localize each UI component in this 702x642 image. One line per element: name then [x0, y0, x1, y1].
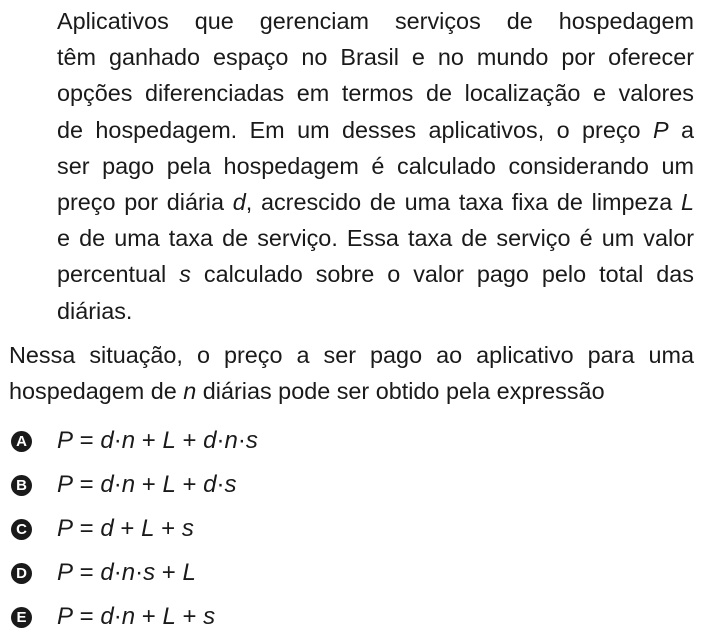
option-e[interactable] [11, 601, 215, 633]
statement-line: e de uma taxa de serviço. Essa taxa de serviço é um valor [57, 225, 694, 252]
option-expression: P = d + L + s [57, 515, 194, 542]
statement-line: Aplicativos que gerenciam serviços de hospedagem [57, 8, 694, 34]
option-letter-badge: E [11, 607, 32, 628]
statement-line: percentual s calculado sobre o valor pago pelo total das [57, 261, 695, 288]
option-a[interactable] [11, 425, 258, 457]
statement-line: preço por diária d, acrescido de uma taxa fixa de limpeza L [57, 189, 694, 216]
option-expression: P = d·n + L + d·s [57, 471, 237, 498]
option-letter-badge: A [11, 431, 32, 452]
option-expression: P = d·n + L + s [57, 603, 216, 630]
option-expression: P = d·n·s + L [57, 559, 196, 586]
option-d[interactable] [11, 557, 196, 589]
statement-line: opções diferenciadas em termos de localização e valores [57, 80, 694, 107]
option-expression: P = d·n + L + d·n·s [57, 427, 258, 454]
statement-line: de hospedagem. Em um desses aplicativos, o preço P a [57, 116, 694, 143]
statement-line: ser pago pela hospedagem é calculado considerando um [57, 152, 694, 179]
statement-line: diárias. [57, 297, 133, 324]
question-prompt [9, 337, 694, 409]
prompt-line: Nessa situação, o preço a ser pago ao aplicativo para uma [9, 342, 694, 368]
option-letter-badge: D [11, 563, 32, 584]
option-c[interactable] [11, 513, 194, 545]
statement-line: têm ganhado espaço no Brasil e no mundo por oferecer [57, 44, 694, 71]
option-letter-badge: B [11, 475, 32, 496]
option-b[interactable] [11, 469, 237, 501]
question-statement [9, 3, 694, 329]
prompt-line: hospedagem de n diárias pode ser obtido pela expressão [9, 378, 605, 405]
option-letter-badge: C [11, 519, 32, 540]
